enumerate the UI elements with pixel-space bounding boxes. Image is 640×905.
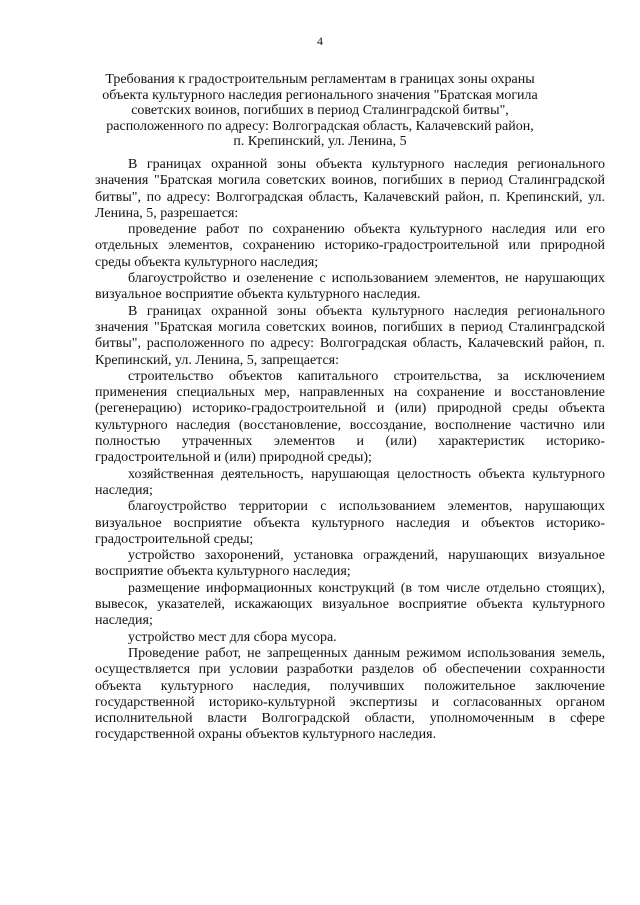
heading-line: советских воинов, погибших в период Сталинградской битвы", xyxy=(131,103,509,118)
paragraph-prohibited-item: хозяйственная деятельность, нарушающая целостность объекта культурного наследия; xyxy=(95,466,605,498)
paragraph-prohibited-item: благоустройство территории с использованием элементов, нарушающих визуальное восприятие объекта культурного наследия и объектов историко-градостроительной среды; xyxy=(95,499,605,547)
paragraph-prohibited-item: устройство мест для сбора мусора. xyxy=(128,629,337,645)
paragraph-conditions: Проведение работ, не запрещенных данным режимом использования земель, осуществляется при условии разработки разделов об обеспечении сохранности объекта культурного наследия, получивших положительное заключение государственной историко-культурной экспертизы и согласованных органом исполнительной власти Волгоградской области, уполномоченным в сфере государственной охраны объектов культурного наследия. xyxy=(95,645,605,743)
paragraph-prohibited-item: размещение информационных конструкций (в том числе отдельно стоящих), вывесок, указателей, искажающих визуальное восприятие объекта культурного наследия; xyxy=(95,580,605,629)
paragraph-prohibited-item: строительство объектов капитального строительства, за исключением применения специальных мер, направленных на сохранение и восстановление (регенерацию) историко-градостроительной и (или) природной среды объекта культурного наследия (восстановление, воссоздание, восполнение частично или полностью утраченных элементов и (или) характеристик историко-градостроительной и (или) природной среды); xyxy=(95,368,605,466)
paragraph-permitted-item: благоустройство и озеленение с использованием элементов, не нарушающих визуальное восприятие объекта культурного наследия. xyxy=(95,271,605,303)
page-number: 4 xyxy=(317,34,323,48)
heading-line: объекта культурного наследия регионального значения "Братская могила xyxy=(102,87,538,103)
document-body xyxy=(95,157,605,744)
heading-line: п. Крепинский, ул. Ленина, 5 xyxy=(233,134,407,149)
paragraph-permitted-intro: В границах охранной зоны объекта культурного наследия регионального значения "Братская могила советских воинов, погибших в период Сталинградской битвы", по адресу: Волгоградская область, Калачевский район, п. Крепинский, ул. Ленина, 5, разрешается: xyxy=(95,157,605,221)
paragraph-prohibited-intro: В границах охранной зоны объекта культурного наследия регионального значения "Братская могила советских воинов, погибших в период Сталинградской битвы", расположенного по адресу: Волгоградская область, Калачевский район, п. Крепинский, ул. Ленина, 5, запрещается: xyxy=(95,303,605,368)
heading-line: расположенного по адресу: Волгоградская область, Калачевский район, xyxy=(106,118,534,134)
heading-line: Требования к градостроительным регламентам в границах зоны охраны xyxy=(105,72,535,87)
document-heading xyxy=(92,72,548,150)
paragraph-prohibited-item: устройство захоронений, установка ограждений, нарушающих визуальное восприятие объекта культурного наследия; xyxy=(95,548,605,580)
paragraph-permitted-item: проведение работ по сохранению объекта культурного наследия или его отдельных элементов, сохранению историко-градостроительной или природной среды объекта культурного наследия; xyxy=(95,222,605,270)
